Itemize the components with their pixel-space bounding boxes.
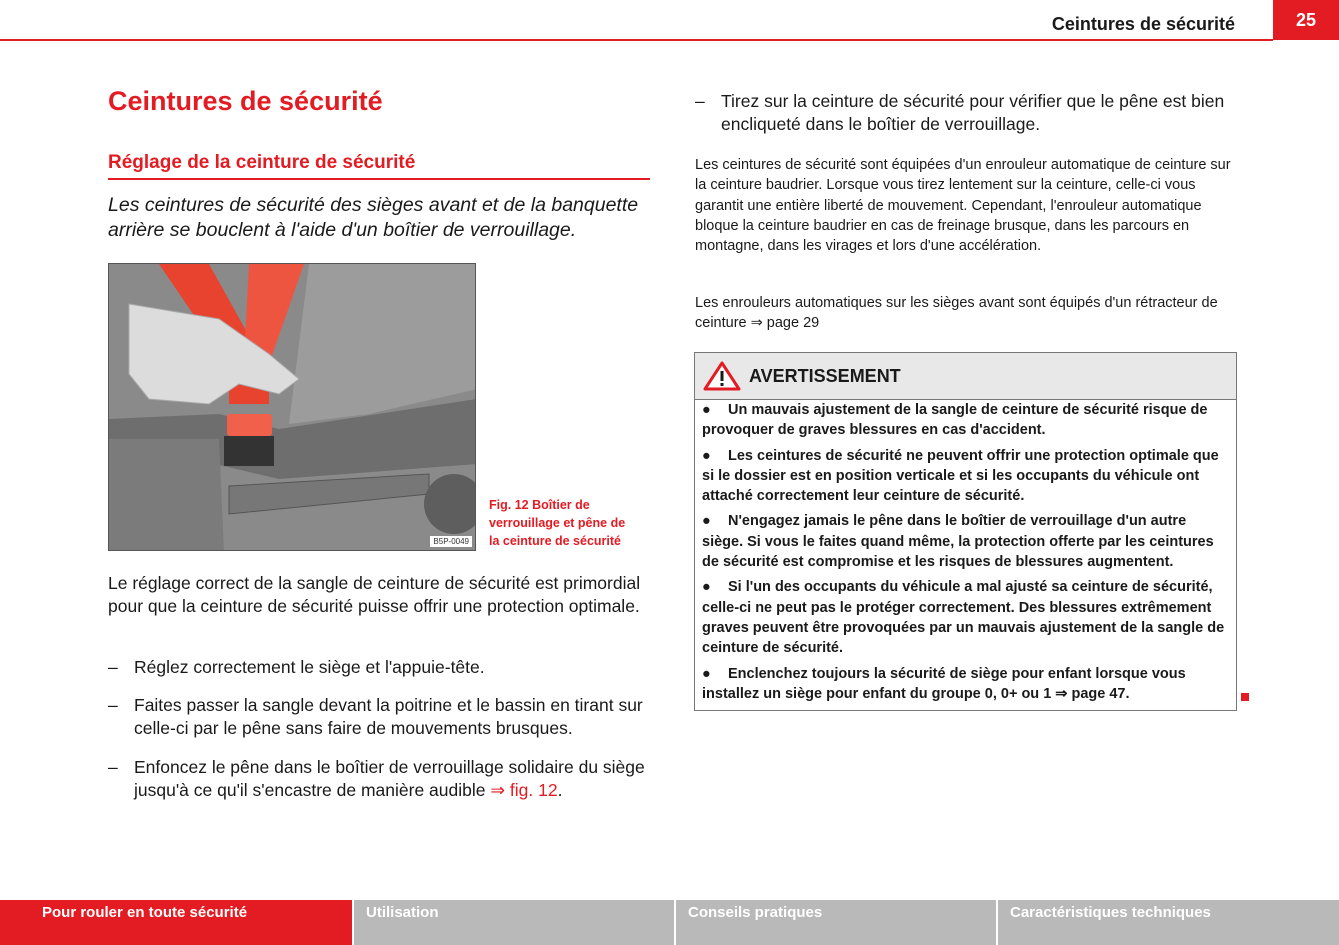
step-text: Enfoncez le pêne dans le boîtier de verrouillage solidaire du siège jusqu'à ce qu'il s'encastre de manière audible <box>134 757 645 800</box>
warning-item <box>702 400 1229 441</box>
warning-text: Enclenchez toujours la sécurité de siège pour enfant lorsque vous installez un siège pour enfant du groupe 0, 0+ ou 1 ⇒ page 47. <box>702 665 1186 702</box>
step-item <box>108 756 653 802</box>
page-number: 25 <box>1273 0 1339 40</box>
body-paragraph: Le réglage correct de la sangle de ceinture de sécurité est primordial pour que la ceinture de sécurité puisse offrir une protection optimale. <box>108 573 641 616</box>
dash-marker: – <box>108 757 118 777</box>
dash-marker: – <box>695 91 705 111</box>
bullet: ● <box>702 402 711 418</box>
step-item <box>695 90 1225 136</box>
intro-text: Les ceintures de sécurité des sièges avant et de la banquette arrière se bouclent à l'aide d'un boîtier de verrouillage. <box>108 194 639 241</box>
step-item <box>108 694 653 740</box>
section-end-marker <box>1241 693 1249 701</box>
bullet: ● <box>702 665 711 682</box>
warning-title: AVERTISSEMENT <box>749 365 901 386</box>
warning-text: N'engagez jamais le pêne dans le boîtier de verrouillage d'un autre siège. Si vous le faites quand même, la protection offerte par les ceintures de sécurité est compromise et les risques de blessures augmentent. <box>702 513 1214 571</box>
figure-caption: Fig. 12 Boîtier de verrouillage et pêne de la ceinture de sécurité <box>489 498 626 548</box>
running-header-title: Ceintures de sécurité <box>1051 14 1235 34</box>
dash-marker: – <box>108 657 118 677</box>
bullet: ● <box>702 513 711 530</box>
retractor-paragraph: Les ceintures de sécurité sont équipées d'un enrouleur automatique de ceinture sur la ceinture baudrier. Lorsque vous tirez lentement sur la ceinture, celle-ci vous garantit une entière liberté de mouvement. Cependant, l'enrouleur automatique bloque la ceinture baudrier en cas de freinage brusque, dans les parcours en montagne, dans les virages et lors d'une accélération. <box>695 157 1231 255</box>
warning-item <box>702 446 1229 507</box>
footer-tab-technical-specs[interactable]: Caractéristiques techniques <box>998 900 1339 945</box>
figure-link[interactable]: ⇒ fig. 12 <box>490 780 558 800</box>
step-item <box>108 656 653 679</box>
warning-item <box>702 577 1229 658</box>
figure-code: B5P-0049 <box>430 536 472 547</box>
step-text: Réglez correctement le siège et l'appuie-tête. <box>134 657 485 677</box>
warning-item <box>702 511 1229 572</box>
bullet: ● <box>702 579 711 596</box>
footer-tab-practical-tips[interactable]: Conseils pratiques <box>676 900 996 945</box>
warning-triangle-icon <box>703 361 741 391</box>
bullet: ● <box>702 447 711 464</box>
warning-text: Si l'un des occupants du véhicule a mal ajusté sa ceinture de sécurité, celle-ci ne peut pas le protéger correctement. Des blessures extrêmement graves peuvent être provoquées par un mauvais ajustement de la sangle de ceinture de sécurité. <box>702 579 1225 657</box>
warning-box <box>694 352 1237 711</box>
footer-tab-safety[interactable]: Pour rouler en toute sécurité <box>0 900 352 945</box>
seatbelt-illustration <box>109 264 476 551</box>
warning-item <box>702 664 1229 705</box>
section-subtitle: Réglage de la ceinture de sécurité <box>108 152 650 180</box>
footer-tab-usage[interactable]: Utilisation <box>354 900 674 945</box>
warning-text: Les ceintures de sécurité ne peuvent offrir une protection optimale que si le dossier est en position verticale et si les occupants du véhicule ont attaché correctement leur ceinture de sécurité. <box>702 447 1219 505</box>
figure-seatbelt-buckle <box>108 263 476 551</box>
dash-marker: – <box>108 695 118 715</box>
warning-header <box>695 353 1236 400</box>
pretensioner-paragraph: Les enrouleurs automatiques sur les sièges avant sont équipés d'un rétracteur de ceinture ⇒ page 29 <box>695 295 1218 332</box>
header-divider <box>0 39 1273 41</box>
warning-text: Un mauvais ajustement de la sangle de ceinture de sécurité risque de provoquer de graves blessures en cas d'accident. <box>702 402 1208 439</box>
step-end: . <box>557 780 563 800</box>
step-text: Tirez sur la ceinture de sécurité pour vérifier que le pêne est bien encliqueté dans le boîtier de verrouillage. <box>721 91 1225 134</box>
page-title: Ceintures de sécurité <box>108 86 383 116</box>
step-text: Faites passer la sangle devant la poitrine et le bassin en tirant sur celle-ci par le pêne sans faire de mouvements brusques. <box>134 695 643 738</box>
